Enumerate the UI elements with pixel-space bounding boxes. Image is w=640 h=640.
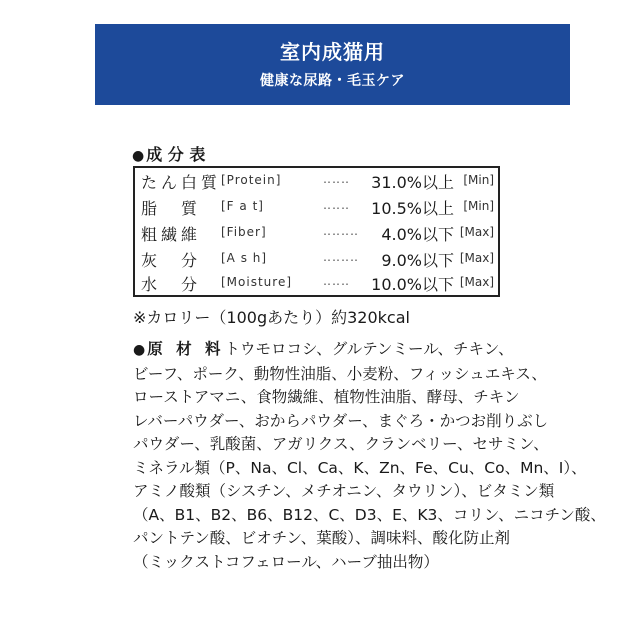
nutrient-name: 灰 分	[141, 251, 202, 270]
nutrient-name: 粗繊維	[141, 225, 202, 244]
nutrition-row-ash	[141, 248, 494, 274]
ingredients-line: アミノ酸類（シスチン、メチオニン、タウリン）、ビタミン類	[133, 482, 555, 500]
nutrient-bound: [Min]	[463, 173, 494, 187]
ingredients-line: （ミックストコフェロール、ハーブ抽出物）	[133, 552, 439, 571]
header-banner	[95, 24, 570, 105]
ingredients-line: パウダー、乳酸菌、アガリクス、クランベリー、セサミン、	[133, 435, 549, 453]
nutrition-heading	[132, 142, 205, 165]
ingredients-line: パントテン酸、ビオチン、葉酸）、調味料、酸化防止剤	[133, 529, 510, 547]
ingredients-line	[133, 338, 513, 363]
nutrient-english: [A s h]	[221, 251, 268, 265]
calorie-note: ※カロリー（100gあたり）約320kcal	[133, 308, 410, 327]
nutrient-value: 31.0%以上	[371, 173, 454, 192]
nutrient-value: 4.0%以下	[381, 225, 454, 244]
bullet-icon: ●	[133, 342, 146, 358]
leader-dots: ‥‥‥‥	[323, 250, 360, 264]
nutrient-value: 9.0%以下	[381, 251, 454, 270]
product-subtitle: 健康な尿路・毛玉ケア	[260, 73, 405, 89]
ingredients-line: ローストアマニ、食物繊維、植物性油脂、酵母、チキン	[133, 388, 520, 406]
nutrition-row-fiber	[141, 222, 494, 248]
leader-dots: ‥‥‥	[323, 198, 351, 212]
nutrition-row-moisture	[141, 272, 494, 298]
ingredients-line: レバーパウダー、おからパウダー、まぐろ・かつお削りぶし	[133, 411, 549, 430]
ingredients-section	[133, 338, 606, 574]
nutrition-heading-label: 成 分 表	[146, 145, 206, 164]
nutrient-english: [Protein]	[221, 173, 282, 187]
nutrient-bound: [Max]	[459, 251, 494, 265]
nutrient-name: 脂 質	[141, 199, 202, 218]
nutrient-english: [F a t]	[221, 199, 264, 213]
nutrient-value: 10.0%以下	[371, 275, 454, 294]
nutrient-english: [Moisture]	[221, 275, 293, 289]
nutrient-value: 10.5%以上	[371, 199, 454, 218]
product-title: 室内成猫用	[280, 40, 385, 64]
bullet-icon: ●	[132, 148, 145, 164]
ingredients-line: ビーフ、ポーク、動物性油脂、小麦粉、フィッシュエキス、	[133, 364, 547, 383]
nutrient-bound: [Max]	[459, 275, 494, 289]
nutrient-bound: [Max]	[459, 225, 494, 239]
nutrient-english: [Fiber]	[221, 225, 267, 239]
nutrition-table	[133, 166, 500, 297]
nutrition-row-fat	[141, 196, 494, 222]
nutrient-bound: [Min]	[463, 199, 494, 213]
leader-dots: ‥‥‥	[323, 172, 351, 186]
ingredients-text: トウモロコシ、グルテンミール、チキン、	[224, 340, 514, 358]
leader-dots: ‥‥‥‥	[323, 224, 360, 238]
ingredients-label: 原 材 料	[147, 340, 225, 358]
nutrient-name: 水 分	[141, 275, 202, 294]
leader-dots: ‥‥‥	[323, 274, 351, 288]
ingredients-line: ミネラル類（P、Na、Cl、Ca、K、Zn、Fe、Cu、Co、Mn、I）、	[133, 458, 587, 477]
ingredients-line: （A、B1、B2、B6、B12、C、D3、E、K3、コリン、ニコチン酸、	[133, 505, 606, 524]
nutrient-name: たん白質	[141, 173, 222, 192]
nutrition-row-protein	[141, 170, 494, 196]
